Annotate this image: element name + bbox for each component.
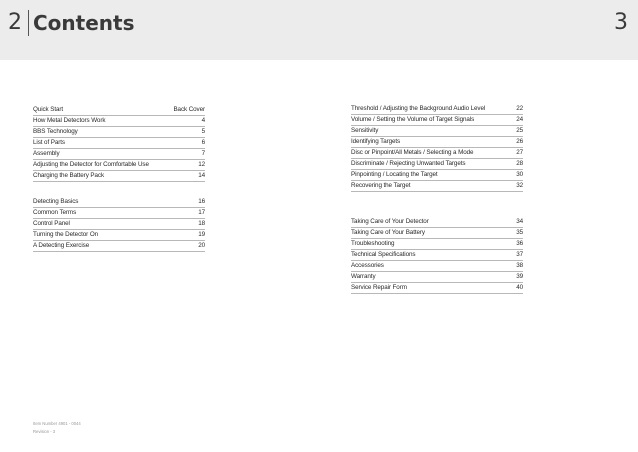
toc-entry[interactable] xyxy=(33,138,205,149)
toc-entry-label: Common Terms xyxy=(33,209,77,216)
toc-entry-label: Service Repair Form xyxy=(351,284,407,291)
toc-entry-label: Identifying Targets xyxy=(351,138,401,145)
toc-entry-page: 38 xyxy=(516,262,523,269)
toc-entry-page: Back Cover xyxy=(173,106,205,113)
toc-entry[interactable] xyxy=(351,159,523,170)
toc-entry[interactable] xyxy=(33,219,205,230)
toc-entry[interactable] xyxy=(33,116,205,127)
toc-entry[interactable] xyxy=(33,197,205,208)
page-title: Contents xyxy=(33,11,135,35)
toc-entry-page: 25 xyxy=(516,127,523,134)
toc-entry[interactable] xyxy=(351,137,523,148)
toc-entry-page: 22 xyxy=(516,105,523,112)
toc-entry-page: 18 xyxy=(198,220,205,227)
toc-entry[interactable] xyxy=(33,127,205,138)
toc-entry[interactable] xyxy=(33,105,205,116)
toc-entry[interactable] xyxy=(33,160,205,171)
right-page-number: 3 xyxy=(614,10,628,35)
title-divider xyxy=(28,10,29,36)
toc-entry[interactable] xyxy=(33,208,205,219)
toc-entry-page: 32 xyxy=(516,182,523,189)
toc-entry-label: Sensitivity xyxy=(351,127,379,134)
toc-entry-page: 39 xyxy=(516,273,523,280)
left-page-number: 2 xyxy=(8,10,22,35)
toc-entry-page: 34 xyxy=(516,218,523,225)
toc-entry-page: 30 xyxy=(516,171,523,178)
toc-entry-page: 7 xyxy=(201,150,205,157)
toc-entry-label: Quick Start xyxy=(33,106,64,113)
toc-entry-label: Taking Care of Your Detector xyxy=(351,218,429,225)
toc-entry[interactable] xyxy=(351,104,523,115)
toc-entry-page: 4 xyxy=(201,117,205,124)
toc-entry[interactable] xyxy=(351,261,523,272)
toc-entry[interactable] xyxy=(351,181,523,192)
toc-entry-label: Adjusting the Detector for Comfortable Use xyxy=(33,161,149,168)
toc-entry-page: 36 xyxy=(516,240,523,247)
toc-entry-label: Volume / Setting the Volume of Target Signals xyxy=(351,116,475,123)
toc-entry-label: Charging the Battery Pack xyxy=(33,172,105,179)
toc-entry-label: Detecting Basics xyxy=(33,198,79,205)
toc-entry-label: Taking Care of Your Battery xyxy=(351,229,425,236)
toc-entry-page: 16 xyxy=(198,198,205,205)
toc-right-bottom xyxy=(351,217,523,294)
toc-right-top xyxy=(351,104,523,192)
toc-entry[interactable] xyxy=(33,241,205,252)
toc-entry-page: 14 xyxy=(198,172,205,179)
toc-entry-page: 19 xyxy=(198,231,205,238)
toc-entry-page: 6 xyxy=(201,139,205,146)
toc-entry-label: Technical Specifications xyxy=(351,251,416,258)
toc-entry-label: Turning the Detector On xyxy=(33,231,99,238)
toc-entry[interactable] xyxy=(351,126,523,137)
toc-entry-label: Disc or Pinpoint/All Metals / Selecting a Mode xyxy=(351,149,474,156)
toc-entry-label: Discriminate / Rejecting Unwanted Targets xyxy=(351,160,466,167)
toc-entry-page: 28 xyxy=(516,160,523,167)
toc-entry-page: 12 xyxy=(198,161,205,168)
toc-entry[interactable] xyxy=(351,170,523,181)
item-number: Item Number 4901 - 0044 xyxy=(33,421,81,426)
toc-entry-page: 26 xyxy=(516,138,523,145)
toc-entry[interactable] xyxy=(351,272,523,283)
toc-entry-label: List of Parts xyxy=(33,139,65,146)
toc-entry-page: 24 xyxy=(516,116,523,123)
toc-entry-page: 5 xyxy=(201,128,205,135)
toc-entry[interactable] xyxy=(351,228,523,239)
toc-entry[interactable] xyxy=(351,115,523,126)
toc-entry-label: Control Panel xyxy=(33,220,70,227)
toc-entry[interactable] xyxy=(351,239,523,250)
toc-entry-label: Threshold / Adjusting the Background Audio Level xyxy=(351,105,486,112)
toc-entry-page: 27 xyxy=(516,149,523,156)
toc-entry-label: Recovering the Target xyxy=(351,182,411,189)
toc-entry-label: BBS Technology xyxy=(33,128,78,135)
toc-entry[interactable] xyxy=(33,171,205,182)
toc-entry-label: Pinpointing / Locating the Target xyxy=(351,171,438,178)
toc-entry[interactable] xyxy=(351,250,523,261)
toc-entry-page: 35 xyxy=(516,229,523,236)
toc-entry-label: Accessories xyxy=(351,262,384,269)
toc-entry[interactable] xyxy=(33,149,205,160)
toc-entry-page: 20 xyxy=(198,242,205,249)
toc-entry[interactable] xyxy=(351,148,523,159)
toc-left-bottom xyxy=(33,197,205,252)
toc-entry-label: Assembly xyxy=(33,150,60,157)
toc-entry-label: How Metal Detectors Work xyxy=(33,117,106,124)
toc-entry-label: Warranty xyxy=(351,273,376,280)
toc-entry[interactable] xyxy=(351,283,523,294)
revision: Revision - 3 xyxy=(33,429,56,434)
toc-entry-label: Troubleshooting xyxy=(351,240,395,247)
toc-entry-page: 37 xyxy=(516,251,523,258)
toc-entry-label: A Detecting Exercise xyxy=(33,242,90,249)
toc-left-top xyxy=(33,105,205,182)
toc-entry[interactable] xyxy=(351,217,523,228)
toc-entry-page: 17 xyxy=(198,209,205,216)
toc-entry-page: 40 xyxy=(516,284,523,291)
toc-entry[interactable] xyxy=(33,230,205,241)
